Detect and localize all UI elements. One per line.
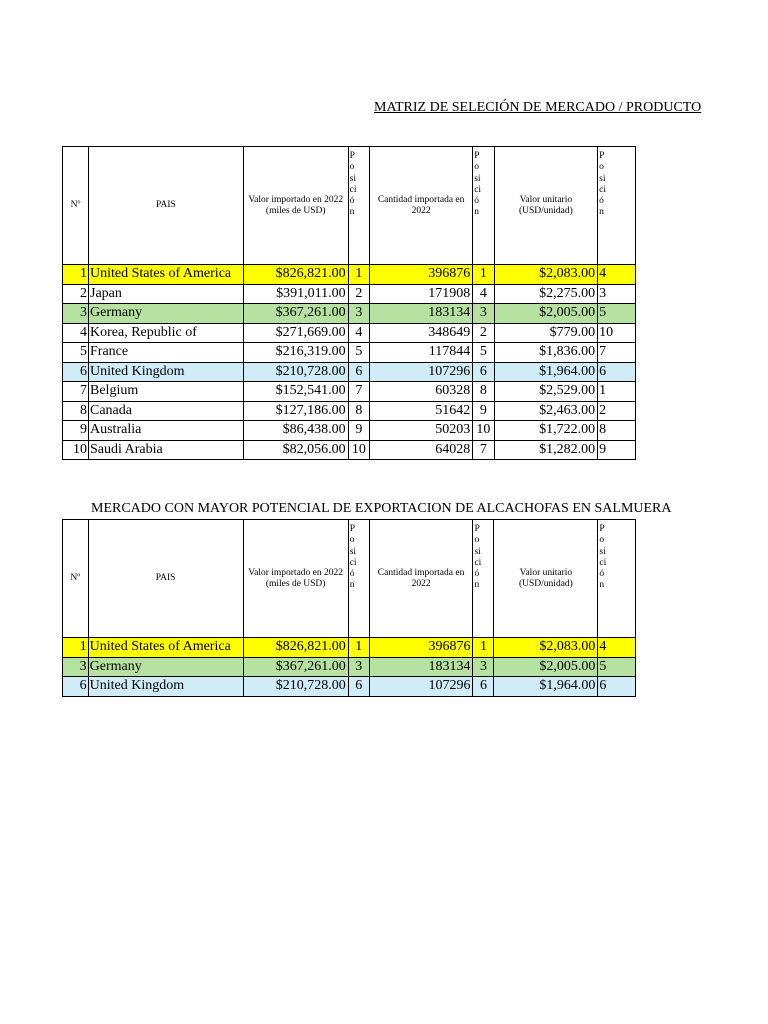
- unit-value-cell: $1,836.00: [494, 343, 598, 363]
- quantity-position-cell: 10: [473, 421, 494, 441]
- row-number: 1: [63, 638, 89, 658]
- matrix-title: MATRIZ DE SELECIÓN DE MERCADO / PRODUCTO: [374, 100, 702, 115]
- unit-position-cell: 4: [598, 638, 636, 658]
- unit-value-cell: $2,083.00: [494, 265, 598, 285]
- header-quantity: Cantidad importada en 2022: [369, 520, 473, 638]
- value-position-cell: 6: [348, 362, 369, 382]
- row-number: 5: [63, 343, 89, 363]
- quantity-cell: 51642: [370, 401, 473, 421]
- import-value-cell: $271,669.00: [243, 323, 348, 343]
- quantity-cell: 183134: [370, 304, 473, 324]
- import-value-cell: $210,728.00: [243, 677, 348, 697]
- quantity-position-cell: 8: [473, 382, 494, 402]
- header-value: Valor importado en 2022 (miles de USD): [243, 520, 348, 638]
- unit-position-cell: 6: [598, 677, 636, 697]
- table-row: [63, 440, 636, 460]
- quantity-position-cell: 2: [473, 323, 494, 343]
- import-value-cell: $391,011.00: [243, 284, 348, 304]
- table-row: [63, 343, 636, 363]
- row-number: 6: [63, 362, 89, 382]
- quantity-cell: 107296: [370, 362, 473, 382]
- header-quantity: Cantidad importada en 2022: [370, 147, 473, 265]
- quantity-cell: 107296: [369, 677, 473, 697]
- table-row: [63, 382, 636, 402]
- row-number: 10: [63, 440, 89, 460]
- import-value-cell: $826,821.00: [243, 265, 348, 285]
- unit-position-cell: 8: [598, 421, 636, 441]
- import-value-cell: $82,056.00: [243, 440, 348, 460]
- value-position-cell: 5: [348, 343, 369, 363]
- import-value-cell: $86,438.00: [243, 421, 348, 441]
- quantity-position-cell: 3: [473, 657, 494, 677]
- unit-position-cell: 4: [598, 265, 636, 285]
- unit-position-cell: 2: [598, 401, 636, 421]
- unit-value-cell: $779.00: [494, 323, 598, 343]
- unit-position-cell: 7: [598, 343, 636, 363]
- header-position-3: Posición: [598, 147, 636, 265]
- unit-position-cell: 3: [598, 284, 636, 304]
- quantity-cell: 348649: [370, 323, 473, 343]
- quantity-position-cell: 4: [473, 284, 494, 304]
- header-unit-value: Valor unitario (USD/unidad): [494, 520, 598, 638]
- row-number: 8: [63, 401, 89, 421]
- row-number: 9: [63, 421, 89, 441]
- table-row: [63, 304, 636, 324]
- country-cell: Germany: [88, 657, 243, 677]
- row-number: 7: [63, 382, 89, 402]
- quantity-position-cell: 1: [473, 265, 494, 285]
- matrix-header-row: [63, 147, 636, 265]
- matrix-table: [62, 146, 636, 460]
- value-position-cell: 9: [348, 421, 369, 441]
- country-cell: Australia: [89, 421, 244, 441]
- unit-value-cell: $1,964.00: [494, 677, 598, 697]
- value-position-cell: 3: [348, 657, 369, 677]
- quantity-position-cell: 6: [473, 677, 494, 697]
- country-cell: France: [89, 343, 244, 363]
- country-cell: Germany: [89, 304, 244, 324]
- table-row: [63, 265, 636, 285]
- potential-header-row: [63, 520, 636, 638]
- header-num: Nº: [63, 147, 89, 265]
- table-row: [63, 638, 636, 658]
- quantity-cell: 117844: [370, 343, 473, 363]
- unit-position-cell: 5: [598, 657, 636, 677]
- header-unit-value: Valor unitario (USD/unidad): [494, 147, 598, 265]
- row-number: 6: [63, 677, 89, 697]
- quantity-cell: 60328: [370, 382, 473, 402]
- value-position-cell: 3: [348, 304, 369, 324]
- quantity-cell: 64028: [370, 440, 473, 460]
- table-row: [63, 362, 636, 382]
- table-row: [63, 284, 636, 304]
- value-position-cell: 1: [348, 638, 369, 658]
- row-number: 1: [63, 265, 89, 285]
- table-row: [63, 677, 636, 697]
- header-position-3: Posición: [598, 520, 636, 638]
- value-position-cell: 4: [348, 323, 369, 343]
- header-num: Nº: [63, 520, 89, 638]
- unit-position-cell: 9: [598, 440, 636, 460]
- unit-value-cell: $2,005.00: [494, 657, 598, 677]
- row-number: 3: [63, 657, 89, 677]
- unit-position-cell: 10: [598, 323, 636, 343]
- matrix-body: [63, 265, 636, 460]
- import-value-cell: $127,186.00: [243, 401, 348, 421]
- import-value-cell: $152,541.00: [243, 382, 348, 402]
- unit-value-cell: $1,282.00: [494, 440, 598, 460]
- value-position-cell: 10: [348, 440, 369, 460]
- unit-value-cell: $1,964.00: [494, 362, 598, 382]
- quantity-cell: 50203: [370, 421, 473, 441]
- country-cell: United States of America: [88, 638, 243, 658]
- country-cell: Korea, Republic of: [89, 323, 244, 343]
- quantity-position-cell: 7: [473, 440, 494, 460]
- potential-title: MERCADO CON MAYOR POTENCIAL DE EXPORTACION DE ALCACHOFAS EN SALMUERA: [91, 501, 672, 516]
- quantity-position-cell: 9: [473, 401, 494, 421]
- import-value-cell: $826,821.00: [243, 638, 348, 658]
- country-cell: Canada: [89, 401, 244, 421]
- value-position-cell: 8: [348, 401, 369, 421]
- header-country: PAIS: [89, 147, 244, 265]
- table-row: [63, 323, 636, 343]
- table-row: [63, 401, 636, 421]
- quantity-cell: 396876: [370, 265, 473, 285]
- country-cell: Japan: [89, 284, 244, 304]
- header-value: Valor importado en 2022 (miles de USD): [243, 147, 348, 265]
- import-value-cell: $210,728.00: [243, 362, 348, 382]
- value-position-cell: 6: [348, 677, 369, 697]
- row-number: 2: [63, 284, 89, 304]
- header-position-1: Posición: [348, 147, 369, 265]
- import-value-cell: $367,261.00: [243, 304, 348, 324]
- quantity-position-cell: 3: [473, 304, 494, 324]
- quantity-position-cell: 5: [473, 343, 494, 363]
- unit-value-cell: $1,722.00: [494, 421, 598, 441]
- unit-value-cell: $2,529.00: [494, 382, 598, 402]
- value-position-cell: 2: [348, 284, 369, 304]
- unit-value-cell: $2,463.00: [494, 401, 598, 421]
- import-value-cell: $367,261.00: [243, 657, 348, 677]
- header-position-1: Posición: [348, 520, 369, 638]
- value-position-cell: 1: [348, 265, 369, 285]
- unit-value-cell: $2,083.00: [494, 638, 598, 658]
- unit-position-cell: 6: [598, 362, 636, 382]
- row-number: 4: [63, 323, 89, 343]
- country-cell: Belgium: [89, 382, 244, 402]
- header-country: PAIS: [88, 520, 243, 638]
- country-cell: Saudi Arabia: [89, 440, 244, 460]
- potential-body: [63, 638, 636, 697]
- quantity-cell: 171908: [370, 284, 473, 304]
- value-position-cell: 7: [348, 382, 369, 402]
- table-row: [63, 657, 636, 677]
- header-position-2: Posición: [473, 147, 494, 265]
- quantity-position-cell: 1: [473, 638, 494, 658]
- unit-value-cell: $2,005.00: [494, 304, 598, 324]
- row-number: 3: [63, 304, 89, 324]
- quantity-cell: 396876: [369, 638, 473, 658]
- country-cell: United States of America: [89, 265, 244, 285]
- potential-table: [62, 519, 636, 697]
- country-cell: United Kingdom: [89, 362, 244, 382]
- unit-position-cell: 1: [598, 382, 636, 402]
- unit-position-cell: 5: [598, 304, 636, 324]
- header-position-2: Posición: [473, 520, 494, 638]
- import-value-cell: $216,319.00: [243, 343, 348, 363]
- unit-value-cell: $2,275.00: [494, 284, 598, 304]
- country-cell: United Kingdom: [88, 677, 243, 697]
- quantity-cell: 183134: [369, 657, 473, 677]
- quantity-position-cell: 6: [473, 362, 494, 382]
- table-row: [63, 421, 636, 441]
